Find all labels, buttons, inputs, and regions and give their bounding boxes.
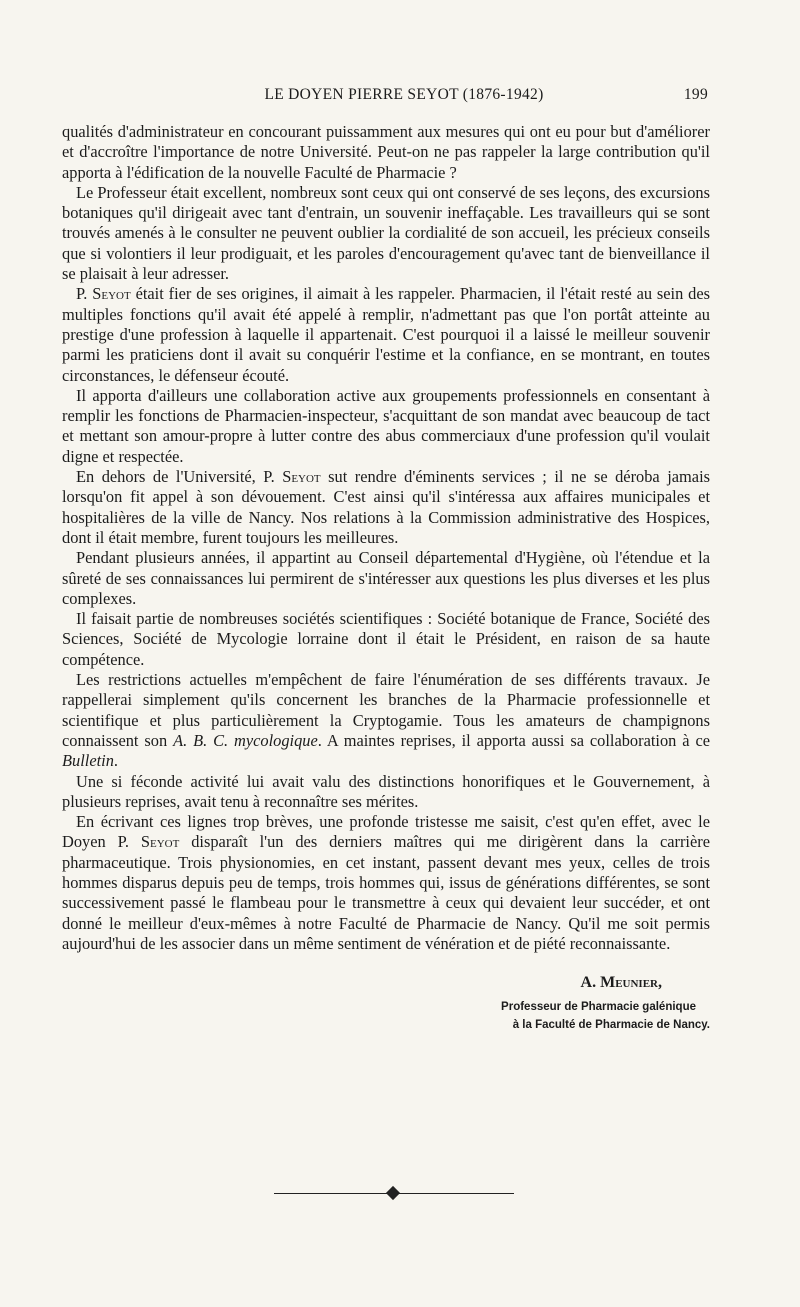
book-title: A. B. C. mycologique [173,730,318,750]
paragraph-text: qualités d'administrateur en concourant puissamment aux mesures qui ont eu pour but d'améliorer et d'accroître l'importance de notre Université. Peut-on ne pas rappeler la large contribution qu'il apporta à l'édification de la nouvelle Faculté de Pharmacie ? [62,122,710,182]
paragraph [62,284,710,385]
author-name-smallcaps: Seyot [282,467,321,487]
paragraph [62,609,710,670]
paragraph [62,670,710,771]
paragraph-text: En écrivant ces lignes trop brèves, une profonde tristesse me saisit, c'est qu'en effet, avec le Doyen P. [62,812,710,852]
paragraph [62,772,710,813]
paragraph-text: En dehors de l'Université, P. [76,467,283,487]
article-body [62,122,710,954]
signature-title: Professeur de Pharmacie galénique [501,1001,696,1014]
paragraph [62,386,710,467]
paragraph [62,548,710,609]
paragraph-text: Le Professeur était excellent, nombreux sont ceux qui ont conservé de ses leçons, des excursions botaniques qu'il dirigeait avec tant d'entrain, un souvenir ineffaçable. Les travailleurs qui se sont trouvés amenés à le consulter ne peuvent oublier la cordialité de son accueil, les précieux conseils que si volontiers il leur prodiguait, et les paroles d'encouragement qu'avec tant de bienveillance il se plaisait à leur adresser. [62,182,710,284]
paragraph-text: P. [76,284,93,304]
paragraph [62,183,710,284]
signature-block [62,974,710,1034]
signature-punctuation: , [658,974,662,992]
paragraph-text: sut rendre d'éminents services ; il ne se déroba jamais lorsqu'on fit appel à son dévouement. C'est ainsi qu'il s'intéressa aux affaires municipales et hospitalières de la ville de Nancy. Nos relations à la Commission administrative des Hospices, dont il était membre, furent toujours les meilleures. [62,467,711,547]
paragraph-text: disparaît l'un des derniers maîtres qui me dirigèrent dans la carrière pharmaceutique. Trois physionomies, en cet instant, passent devant mes yeux, celles de trois hommes disparus depuis peu de temps, trois hommes qui, issus de générations différentes, se sont successivement passé le flambeau pour le transmettre à ceux qui devaient leur succéder, et ont donné le meilleur d'eux-mêmes à notre Faculté de Pharmacie de Nancy. Qu'il me soit permis aujourd'hui de les associer dans un même sentiment de vénération et de piété reconnaissante. [62,832,710,953]
end-ornament-diamond-icon [386,1186,400,1200]
paragraph-text: Une si féconde activité lui avait valu des distinctions honorifiques et le Gouvernement, à plusieurs reprises, avait tenu à reconnaître ses mérites. [62,771,710,811]
paragraph-text: . [113,751,119,771]
paragraph [62,467,710,548]
paragraph [62,812,710,954]
paragraph-text: Les restrictions actuelles m'empêchent de faire l'énumération de ses différents travaux. Je rappellerai simplement qu'ils concernent les branches de la Pharmacie professionnelle et scientifique et plus particulièrement la Cryptogamie. Tous les amateurs de champignons connaissent son [62,670,710,750]
signature-surname: Meunier [600,974,658,992]
running-title: LE DOYEN PIERRE SEYOT (1876-1942) [264,86,544,103]
paragraph-text: Il apporta d'ailleurs une collaboration active aux groupements professionnels en consentant à remplir les fonctions de Pharmacien-inspecteur, s'acquittant de son mandat avec beaucoup de tact et mettant son amour-propre à lutter contre des abus commerciaux d'une profession qu'il voulait digne et respectée. [62,385,710,466]
page [62,86,710,1034]
author-name-smallcaps: Seyot [140,832,180,852]
running-header [62,86,710,112]
paragraph [62,122,710,183]
page-number: 199 [683,86,708,103]
signature-initial: A. [580,974,601,992]
paragraph-text: Il faisait partie de nombreuses sociétés scientifiques : Société botanique de France, Société des Sciences, Société de Mycologie lorraine dont il était le Président, en raison de sa haute compétence. [62,609,710,669]
paragraph-text: était fier de ses origines, il aimait à les rappeler. Pharmacien, il l'était resté au sein des multiples fonctions qu'il avait été appelé à remplir, n'admettant pas que l'on portât atteinte au prestige d'une profession à laquelle il appartenait. C'est pourquoi il a laissé le meilleur souvenir parmi les praticiens dont il avait su conquérir l'estime et la confiance, en se montrant, en toutes circonstances, le défenseur écouté. [62,284,711,385]
paragraph-text: Pendant plusieurs années, il appartint au Conseil départemental d'Hygiène, où l'étendue et la sûreté de ses connaissances lui permirent de s'intéresser aux questions les plus diverses et les plus complexes. [62,548,710,608]
signature-name [62,974,710,992]
paragraph-text: . A maintes reprises, il apporta aussi sa collaboration à ce [317,730,710,750]
bulletin-title: Bulletin [62,751,114,771]
author-name-smallcaps: Seyot [92,284,131,304]
signature-affiliation: à la Faculté de Pharmacie de Nancy. [512,1019,710,1032]
